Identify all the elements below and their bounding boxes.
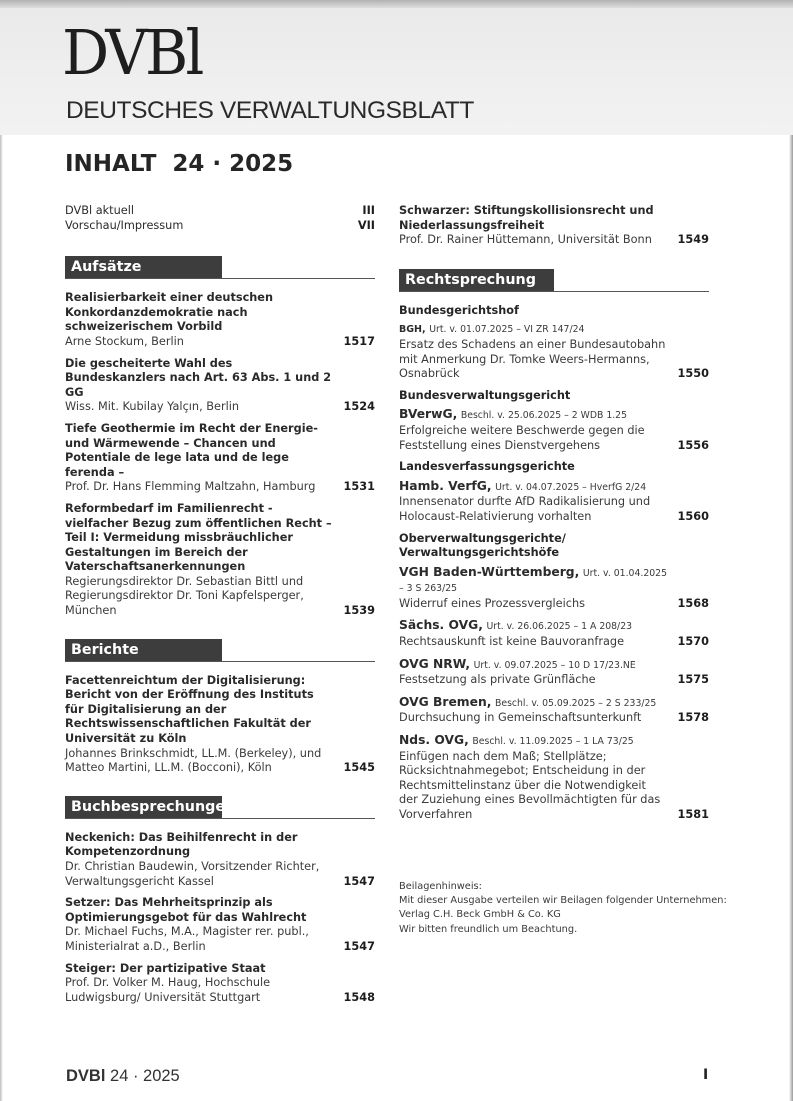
front-matter-item[interactable]	[65, 204, 375, 219]
entry-title: Setzer: Das Mehrheitsprinzip als Optimierungsgebot für das Wahlrecht	[65, 896, 307, 924]
page-number: 1524	[343, 400, 375, 414]
case-summary: Festsetzung als private Grünfläche	[399, 673, 596, 687]
case-citation	[399, 407, 709, 424]
toc-right-column	[399, 204, 709, 830]
toc-entry[interactable]	[65, 291, 375, 349]
case-entry[interactable]	[399, 565, 709, 612]
supplement-notice	[399, 880, 779, 937]
toc-entry[interactable]	[65, 422, 375, 495]
case-summary: Ersatz des Schadens an einer Bundesautobahn mit Anmerkung Dr. Tomke Weers-Hermanns, Osnabrück	[399, 337, 666, 381]
decision-reference: Beschl. v. 25.06.2025 – 2 WDB 1.25	[460, 410, 628, 422]
masthead-shade	[0, 0, 793, 8]
notice-line: Verlag C.H. Beck GmbH & Co. KG	[399, 909, 561, 921]
case-citation	[399, 657, 709, 674]
footer-issue-number: 24 · 2025	[110, 1067, 180, 1085]
toc-entry[interactable]	[65, 962, 375, 1006]
entry-title: Tiefe Geothermie im Recht der Energie- und Wärmewende – Chancen und Potentiale de lege lata und de lege ferenda –	[65, 421, 318, 479]
page-number: 1581	[677, 808, 709, 821]
case-entry[interactable]	[399, 479, 709, 525]
court-name: VGH Baden-Württemberg,	[399, 564, 580, 579]
page-number: 1547	[343, 939, 375, 953]
footer-page-number: I	[703, 1067, 709, 1083]
section-heading-berichte	[65, 639, 375, 662]
case-summary: Innensenator durfte AfD Radikalisierung und Holocaust-Relativierung vorhalten	[399, 495, 651, 523]
front-matter-title: DVBl aktuell	[65, 204, 134, 217]
page-number: 1575	[677, 673, 709, 687]
case-entry[interactable]	[399, 733, 709, 823]
case-entry[interactable]	[399, 322, 709, 381]
court-group-heading: Bundesgerichtshof	[399, 303, 519, 317]
court-name: Hamb. VerfG,	[399, 478, 492, 493]
page-number: 1517	[343, 334, 375, 348]
toc-entry[interactable]	[65, 896, 375, 954]
case-summary: Durchsuchung in Gemeinschaftsunterkunft	[399, 711, 642, 725]
case-citation	[399, 479, 709, 496]
page-number: 1531	[343, 480, 375, 494]
case-summary: Einfügen nach dem Maß; Stellplätze; Rücksichtnahmegebot; Entscheidung in der Rechtsmittelinstanz über die Notwendigkeit der Zuziehung eines Bevollmächtigten für das Vorverfahren	[399, 749, 661, 821]
section-heading-buchbesprechungen	[65, 796, 375, 819]
journal-logo: DVBl	[62, 16, 202, 89]
entry-author: Dr. Michael Fuchs, M.A., Magister rer. publ., Ministerialrat a.D., Berlin	[65, 925, 309, 953]
page-number: 1560	[677, 509, 709, 523]
case-summary: Rechtsauskunft ist keine Bauvoranfrage	[399, 635, 625, 649]
section-heading-aufsaetze	[65, 256, 375, 279]
section-banner: Aufsätze	[65, 256, 222, 278]
toc-left-column	[65, 204, 375, 1012]
entry-title: Neckenich: Das Beihilfenrecht in der Kompetenzordnung	[65, 830, 298, 859]
court-name: BGH,	[399, 324, 426, 336]
entry-author: Wiss. Mit. Kubilay Yalçın, Berlin	[65, 400, 240, 414]
entry-author: Prof. Dr. Rainer Hüttemann, Universität Bonn	[399, 233, 652, 247]
decision-reference: Urt. v. 26.06.2025 – 1 A 208/23	[486, 621, 633, 633]
court-name: OVG Bremen,	[399, 694, 492, 709]
entry-title: Die gescheiterte Wahl des Bundeskanzlers nach Art. 63 Abs. 1 und 2 GG	[65, 356, 332, 399]
case-entry[interactable]	[399, 618, 709, 649]
page-number: 1549	[677, 233, 709, 247]
case-citation	[399, 322, 709, 338]
decision-reference: Urt. v. 04.07.2025 – HverfG 2/24	[495, 481, 647, 493]
entry-author: Johannes Brinkschmidt, LL.M. (Berkeley), und Matteo Martini, LL.M. (Bocconi), Köln	[65, 746, 322, 775]
page-number: III	[362, 204, 375, 217]
page-number: 1548	[343, 990, 375, 1004]
entry-author: Dr. Christian Baudewin, Vorsitzender Richter, Verwaltungsgericht Kassel	[65, 860, 320, 888]
toc-entry[interactable]	[399, 204, 709, 248]
case-entry[interactable]	[399, 695, 709, 726]
case-summary: Erfolgreiche weitere Beschwerde gegen die Feststellung eines Dienstvergehens	[399, 423, 645, 452]
page-number: 1547	[343, 874, 375, 888]
entry-title: Steiger: Der partizipative Staat	[65, 961, 266, 975]
footer-issue	[66, 1066, 180, 1086]
entry-author: Prof. Dr. Hans Flemming Maltzahn, Hamburg	[65, 480, 316, 494]
notice-heading: Beilagenhinweis:	[399, 881, 482, 892]
page-number: 1568	[677, 596, 709, 610]
toc-entry[interactable]	[65, 831, 375, 889]
section-banner: Berichte	[65, 639, 222, 661]
section-banner: Rechtsprechung	[399, 269, 554, 291]
page-number: 1556	[677, 438, 709, 452]
page-number: 1545	[343, 761, 375, 775]
toc-entry[interactable]	[65, 502, 375, 619]
court-name: Nds. OVG,	[399, 733, 469, 748]
case-entry[interactable]	[399, 407, 709, 453]
case-citation	[399, 565, 709, 597]
entry-author: Prof. Dr. Volker M. Haug, Hochschule Ludwigsburg/ Universität Stuttgart	[65, 976, 271, 1004]
journal-subtitle: DEUTSCHES VERWALTUNGSBLATT	[66, 97, 474, 124]
decision-reference: Beschl. v. 11.09.2025 – 1 LA 73/25	[472, 736, 634, 748]
entry-title: Facettenreichtum der Digitalisierung: Bericht von der Eröffnung des Instituts für Digitalisierung an der Rechtswissenschaftlichen Fakultät der Universität zu Köln	[65, 673, 314, 746]
decision-reference: Urt. v. 01.04.2025 – 3 S 263/25	[399, 567, 667, 595]
notice-line: Wir bitten freundlich um Beachtung.	[399, 923, 578, 935]
case-citation	[399, 733, 709, 750]
entry-title: Realisierbarkeit einer deutschen Konkordanzdemokratie nach schweizerischem Vorbild	[65, 291, 274, 334]
case-summary: Widerruf eines Prozessvergleichs	[399, 596, 585, 610]
court-group-heading: Oberverwaltungsgerichte/ Verwaltungsgerichtshöfe	[399, 531, 566, 560]
page-number: 1578	[677, 711, 709, 725]
court-group-heading: Bundesverwaltungsgericht	[399, 388, 571, 402]
toc-entry[interactable]	[65, 357, 375, 415]
decision-reference: Urt. v. 09.07.2025 – 10 D 17/23.NE	[473, 659, 636, 671]
page-number: 1550	[677, 367, 709, 381]
page-edge-right	[789, 0, 793, 1101]
page-number: 1539	[343, 604, 375, 618]
case-citation	[399, 618, 709, 635]
toc-entry[interactable]	[65, 674, 375, 776]
notice-line: Mit dieser Ausgabe verteilen wir Beilagen folgender Unternehmen:	[399, 895, 727, 907]
page-edge-left	[0, 0, 3, 1101]
court-group-heading: Landesverfassungsgerichte	[399, 460, 575, 474]
court-name: Sächs. OVG,	[399, 618, 483, 633]
page-number: VII	[357, 218, 375, 232]
case-entry[interactable]	[399, 657, 709, 688]
entry-title: Schwarzer: Stiftungskollisionsrecht und Niederlassungsfreiheit	[399, 204, 654, 232]
decision-reference: Beschl. v. 05.09.2025 – 2 S 233/25	[494, 697, 657, 709]
section-heading-rechtsprechung	[399, 269, 709, 292]
footer-brand: DVBl	[66, 1067, 106, 1085]
front-matter-item[interactable]	[65, 219, 375, 234]
court-name: OVG NRW,	[399, 656, 471, 671]
entry-author: Regierungsdirektor Dr. Sebastian Bittl und Regierungsdirektor Dr. Toni Kapfelsperger, München	[65, 574, 304, 618]
entry-author: Arne Stockum, Berlin	[65, 334, 184, 348]
masthead	[0, 0, 793, 135]
section-banner: Buchbesprechungen	[65, 796, 222, 818]
court-name: BVerwG,	[399, 407, 458, 422]
decision-reference: Urt. v. 01.07.2025 – VI ZR 147/24	[429, 324, 585, 336]
front-matter-title: Vorschau/Impressum	[65, 218, 184, 232]
entry-title: Reformbedarf im Familienrecht - vielfacher Bezug zum öffentlichen Recht – Teil I: Vermeidung missbräuchlicher Gestaltungen im Bereich der Vaterschaftsanerkennungen	[65, 501, 332, 574]
page-number: 1570	[677, 635, 709, 649]
issue-title: INHALT 24 · 2025	[65, 151, 294, 177]
case-citation	[399, 695, 709, 712]
